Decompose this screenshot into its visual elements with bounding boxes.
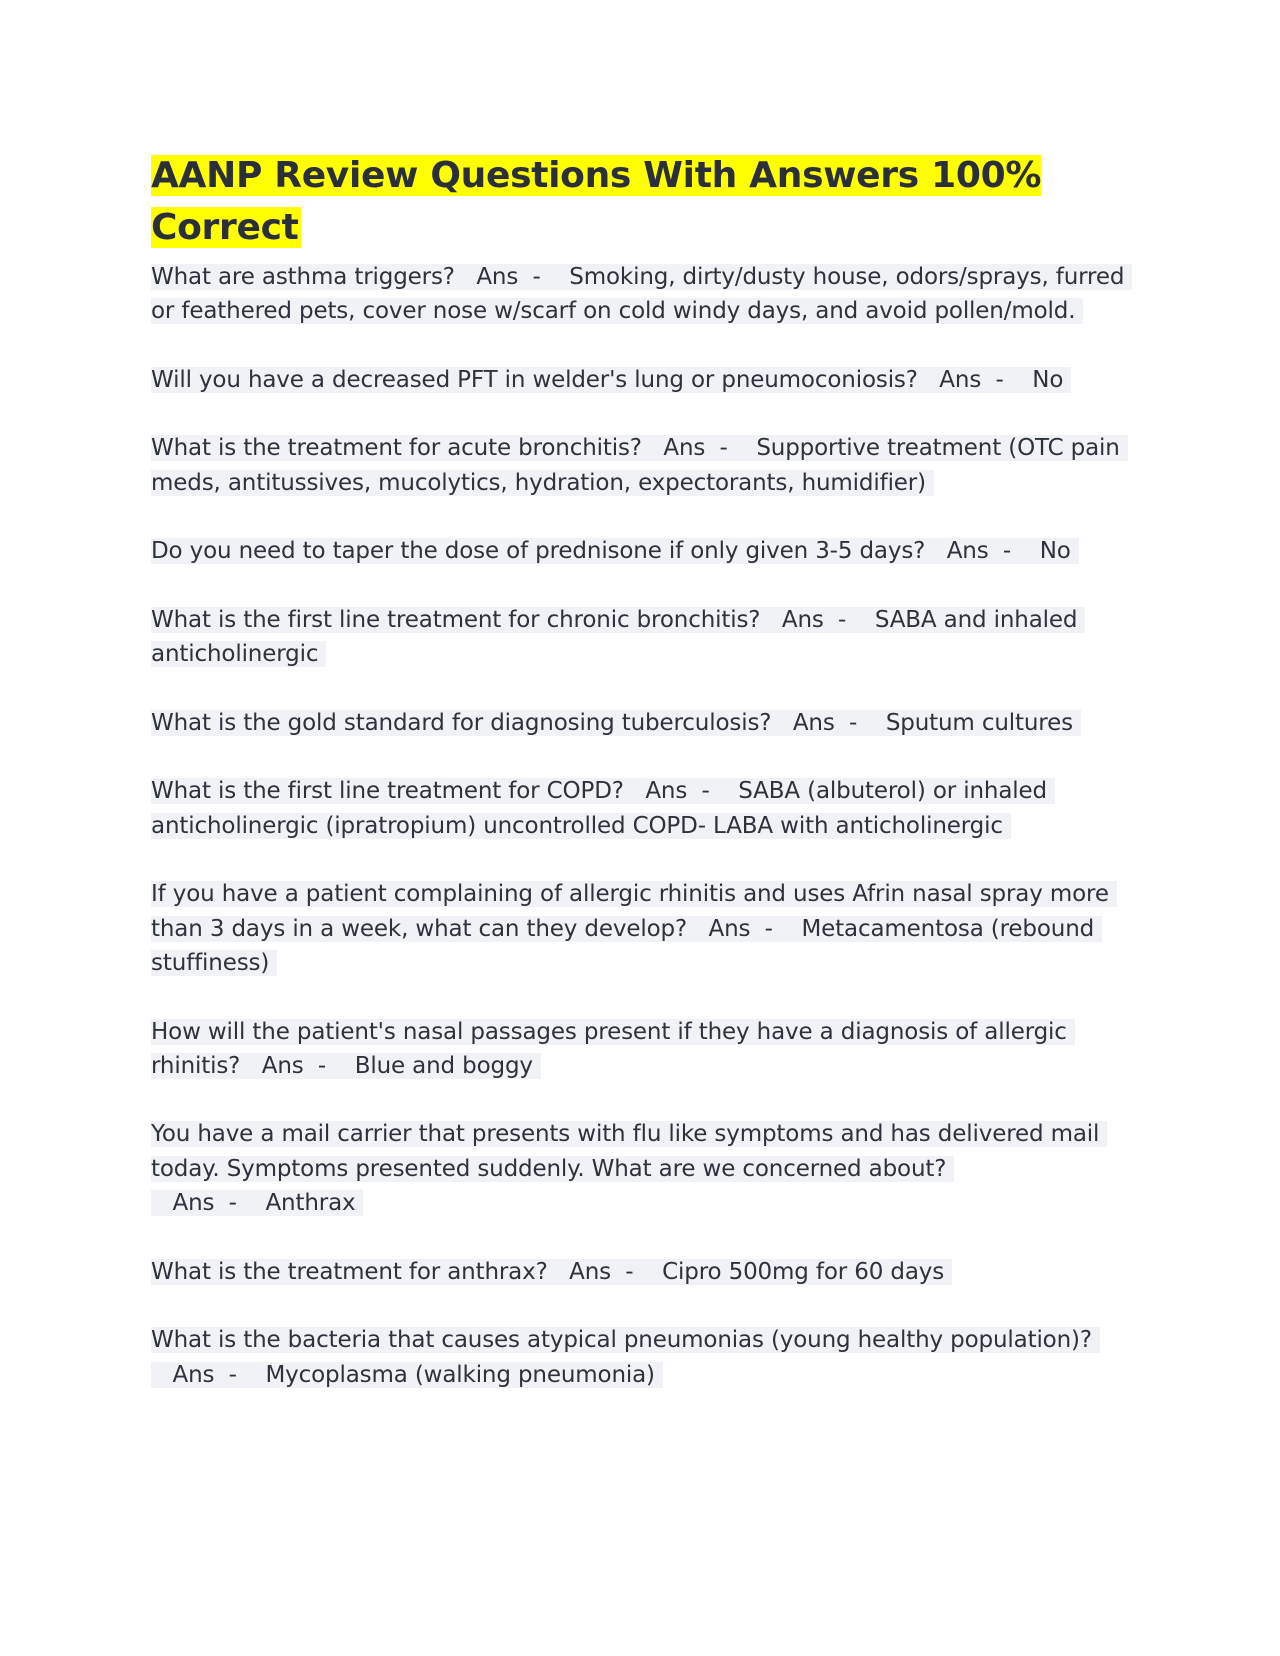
question-text: Will you have a decreased PFT in welder's lung or pneumoconiosis? <box>151 366 918 393</box>
qa-item <box>151 1255 1141 1289</box>
answer-separator: Ans - <box>151 1361 266 1388</box>
question-text: You have a mail carrier that presents with flu like symptoms and has delivered mail today. Symptoms presented suddenly. What are we concerned about? <box>151 1121 1100 1182</box>
answer-text: Anthrax <box>265 1190 356 1217</box>
title-block <box>151 150 1141 254</box>
answer-separator: Ans - <box>917 366 1033 393</box>
answer-text: Blue and boggy <box>354 1052 533 1079</box>
qa-item <box>151 603 1141 672</box>
answer-text: SABA (albuterol) or inhaled anticholinergic (ipratropium) uncontrolled COPD- LABA with anticholinergic <box>151 778 1047 839</box>
question-text: What is the treatment for acute bronchitis? <box>151 435 642 462</box>
answer-text: Metacamentosa (rebound stuffiness) <box>151 915 1095 976</box>
answer-separator: Ans - <box>760 606 875 633</box>
answer-text: SABA and inhaled anticholinergic <box>151 606 1078 668</box>
document-title: AANP Review Questions With Answers 100% Correct <box>151 155 1042 248</box>
answer-separator: Ans - <box>151 1190 266 1217</box>
question-text: What is the first line treatment for chronic bronchitis? <box>151 606 761 633</box>
answer-separator: Ans - <box>623 778 739 805</box>
qa-item <box>151 431 1141 500</box>
answer-separator: Ans - <box>771 709 886 736</box>
answer-text: Mycoplasma (walking pneumonia) <box>265 1361 655 1388</box>
qa-item <box>151 1323 1141 1392</box>
answer-separator: Ans - <box>240 1052 355 1079</box>
answer-text: Smoking, dirty/dusty house, odors/sprays, furred or feathered pets, cover nose w/scarf on cold windy days, and avoid pollen/mold. <box>151 264 1125 325</box>
answer-separator: Ans - <box>454 264 570 290</box>
question-text: What are asthma triggers? <box>151 264 455 290</box>
qa-item <box>151 260 1141 329</box>
qa-item <box>151 363 1141 397</box>
answer-text: Sputum cultures <box>885 709 1073 736</box>
qa-list <box>151 260 1141 1426</box>
qa-item <box>151 706 1141 740</box>
qa-item <box>151 877 1141 980</box>
answer-separator: Ans - <box>547 1258 663 1285</box>
question-text: How will the patient's nasal passages present if they have a diagnosis of allergic rhinitis? <box>151 1018 1067 1079</box>
answer-text: Supportive treatment (OTC pain meds, antitussives, mucolytics, hydration, expectorants, humidifier) <box>151 435 1120 496</box>
question-text: What is the bacteria that causes atypical pneumonias (young healthy population)? <box>151 1327 1092 1354</box>
answer-separator: Ans - <box>687 915 802 942</box>
answer-separator: Ans - <box>641 435 757 462</box>
answer-text: No <box>1039 538 1071 565</box>
answer-separator: Ans - <box>925 538 1040 565</box>
qa-item <box>151 1015 1141 1084</box>
qa-item <box>151 534 1141 568</box>
question-text: What is the treatment for anthrax? <box>151 1258 548 1285</box>
question-text: If you have a patient complaining of allergic rhinitis and uses Afrin nasal spray more than 3 days in a week, what can they develop? <box>151 881 1109 942</box>
qa-item <box>151 774 1141 843</box>
answer-text: Cipro 500mg for 60 days <box>662 1258 945 1285</box>
question-text: What is the gold standard for diagnosing tuberculosis? <box>151 709 772 736</box>
answer-text: No <box>1032 366 1064 393</box>
question-text: Do you need to taper the dose of prednisone if only given 3-5 days? <box>151 538 926 565</box>
question-text: What is the first line treatment for COPD? <box>151 778 624 805</box>
qa-item <box>151 1117 1141 1220</box>
